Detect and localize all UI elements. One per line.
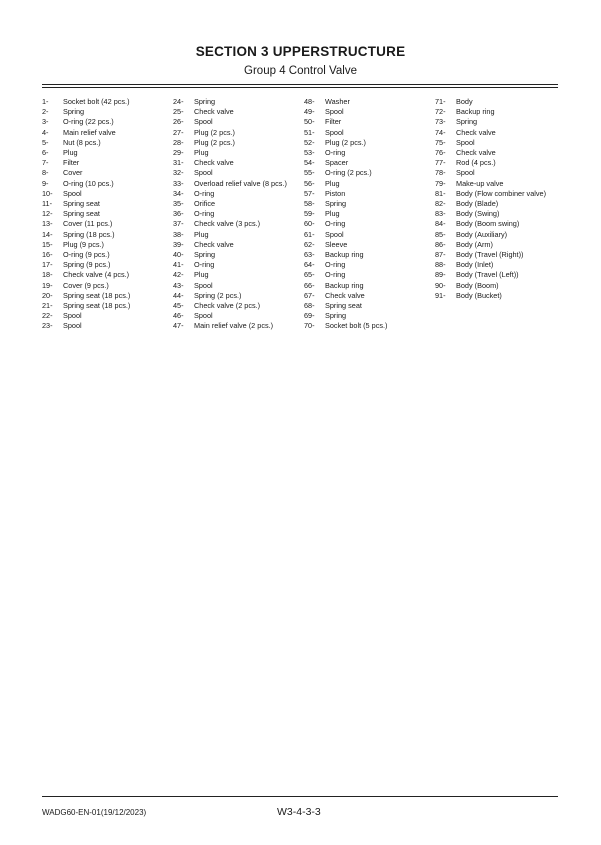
part-list-item — [435, 250, 546, 260]
part-number: 86- — [435, 239, 446, 249]
part-description: Spring (18 pcs.) — [63, 229, 115, 239]
part-description: Plug — [63, 148, 78, 158]
part-number: 21- — [42, 301, 53, 311]
part-list-item — [304, 311, 387, 321]
part-description: Sleeve — [325, 239, 348, 249]
part-list-item — [42, 301, 130, 311]
part-list-item — [304, 301, 387, 311]
part-description: Spool — [63, 311, 82, 321]
part-list-item — [304, 199, 387, 209]
part-number: 87- — [435, 250, 446, 260]
part-list-item — [42, 189, 130, 199]
part-description: Spool — [194, 117, 213, 127]
part-description: Check valve — [194, 239, 234, 249]
part-number: 66- — [304, 280, 315, 290]
part-list-item — [42, 168, 130, 178]
part-number: 34- — [173, 188, 184, 198]
part-number: 46- — [173, 311, 184, 321]
header-rule-upper — [42, 84, 558, 85]
part-description: Spool — [194, 280, 213, 290]
part-list-item — [173, 158, 287, 168]
part-list-item — [42, 260, 130, 270]
document-code: WADG60-EN-01(19/12/2023) — [42, 808, 147, 817]
part-description: Backup ring — [456, 107, 495, 117]
part-number: 28- — [173, 137, 184, 147]
part-list-item — [42, 291, 130, 301]
part-list-item — [304, 281, 387, 291]
part-description: O-ring — [194, 188, 215, 198]
part-description: Plug — [194, 148, 209, 158]
part-number: 17- — [42, 260, 53, 270]
part-number: 71- — [435, 97, 446, 106]
part-list-item — [173, 128, 287, 138]
part-description: Spring — [325, 311, 347, 321]
part-list-item — [173, 321, 287, 331]
part-description: Spring — [325, 199, 347, 209]
part-list-item — [42, 311, 130, 321]
part-list-item — [173, 260, 287, 270]
part-number: 84- — [435, 219, 446, 229]
part-number: 50- — [304, 117, 315, 127]
part-number: 4- — [42, 127, 49, 137]
part-list-item — [304, 148, 387, 158]
part-number: 29- — [173, 148, 184, 158]
part-number: 25- — [173, 107, 184, 117]
part-list-item — [304, 291, 387, 301]
part-description: O-ring — [325, 219, 346, 229]
part-list-item — [173, 311, 287, 321]
part-number: 42- — [173, 270, 184, 280]
part-description: Body (Bucket) — [456, 290, 502, 300]
part-list-item — [435, 219, 546, 229]
part-description: Spring — [456, 117, 478, 127]
part-list-item — [173, 219, 287, 229]
part-number: 53- — [304, 148, 315, 158]
part-list-item — [304, 158, 387, 168]
part-description: O-ring — [325, 148, 346, 158]
part-number: 56- — [304, 178, 315, 188]
part-list-item — [435, 158, 546, 168]
part-number: 20- — [42, 290, 53, 300]
part-description: Spring (2 pcs.) — [194, 290, 242, 300]
parts-column-2 — [173, 97, 287, 332]
part-description: Spring (9 pcs.) — [63, 260, 111, 270]
part-list-item — [42, 179, 130, 189]
part-description: O-ring (22 pcs.) — [63, 117, 114, 127]
part-list-item — [173, 301, 287, 311]
part-description: O-ring — [325, 270, 346, 280]
part-number: 41- — [173, 260, 184, 270]
part-list-item — [173, 97, 287, 107]
part-number: 75- — [435, 137, 446, 147]
part-description: Washer — [325, 97, 350, 106]
part-number: 57- — [304, 188, 315, 198]
part-description: Body (Auxiliary) — [456, 229, 508, 239]
part-description: Plug — [194, 270, 209, 280]
part-list-item — [173, 281, 287, 291]
part-list-item — [304, 107, 387, 117]
part-description: Spring seat — [325, 301, 362, 311]
part-description: Body (Travel (Left)) — [456, 270, 519, 280]
part-description: Spool — [325, 127, 344, 137]
part-description: Spool — [63, 321, 82, 331]
page-number: W3-4-3-3 — [277, 806, 321, 818]
part-description: Make-up valve — [456, 178, 504, 188]
parts-column-4 — [435, 97, 546, 301]
part-description: O-ring — [325, 260, 346, 270]
part-number: 91- — [435, 290, 446, 300]
part-description: Check valve — [456, 148, 496, 158]
part-number: 68- — [304, 301, 315, 311]
part-number: 2- — [42, 107, 49, 117]
part-list-item — [435, 291, 546, 301]
part-list-item — [435, 199, 546, 209]
part-description: Piston — [325, 188, 346, 198]
part-list-item — [435, 209, 546, 219]
part-description: Body (Blade) — [456, 199, 499, 209]
part-list-item — [304, 209, 387, 219]
part-number: 59- — [304, 209, 315, 219]
part-number: 77- — [435, 158, 446, 168]
part-number: 45- — [173, 301, 184, 311]
part-list-item — [435, 117, 546, 127]
part-number: 16- — [42, 250, 53, 260]
part-description: Plug (2 pcs.) — [325, 137, 366, 147]
part-list-item — [42, 128, 130, 138]
part-list-item — [435, 189, 546, 199]
part-description: Main relief valve — [63, 127, 116, 137]
part-number: 19- — [42, 280, 53, 290]
part-number: 18- — [42, 270, 53, 280]
footer-rule — [42, 796, 558, 797]
part-number: 48- — [304, 97, 315, 106]
part-list-item — [435, 270, 546, 280]
part-number: 58- — [304, 199, 315, 209]
part-number: 70- — [304, 321, 315, 331]
part-description: Check valve (2 pcs.) — [194, 301, 261, 311]
part-description: Cover (11 pcs.) — [63, 219, 113, 229]
part-number: 62- — [304, 239, 315, 249]
part-number: 3- — [42, 117, 49, 127]
part-list-item — [42, 148, 130, 158]
part-list-item — [304, 321, 387, 331]
part-number: 82- — [435, 199, 446, 209]
part-description: Check valve — [325, 290, 365, 300]
part-list-item — [173, 138, 287, 148]
part-list-item — [304, 97, 387, 107]
part-list-item — [42, 240, 130, 250]
part-description: Check valve — [194, 107, 234, 117]
part-number: 89- — [435, 270, 446, 280]
part-list-item — [304, 168, 387, 178]
part-number: 55- — [304, 168, 315, 178]
part-number: 52- — [304, 137, 315, 147]
part-list-item — [42, 138, 130, 148]
part-number: 11- — [42, 199, 53, 209]
part-description: O-ring — [194, 260, 215, 270]
part-list-item — [173, 168, 287, 178]
part-list-item — [173, 270, 287, 280]
part-description: Spring seat — [63, 199, 100, 209]
part-number: 47- — [173, 321, 184, 331]
part-number: 79- — [435, 178, 446, 188]
part-list-item — [435, 107, 546, 117]
part-list-item — [435, 281, 546, 291]
part-description: Check valve (3 pcs.) — [194, 219, 261, 229]
part-list-item — [435, 179, 546, 189]
part-number: 24- — [173, 97, 184, 106]
part-list-item — [173, 148, 287, 158]
part-list-item — [42, 250, 130, 260]
part-description: Backup ring — [325, 250, 364, 260]
part-number: 5- — [42, 137, 49, 147]
part-list-item — [173, 230, 287, 240]
part-list-item — [42, 321, 130, 331]
part-number: 9- — [42, 178, 49, 188]
part-number: 31- — [173, 158, 184, 168]
part-list-item — [304, 219, 387, 229]
part-list-item — [304, 138, 387, 148]
part-description: Cover (9 pcs.) — [63, 280, 109, 290]
part-number: 35- — [173, 199, 184, 209]
part-description: Spacer — [325, 158, 349, 168]
part-description: O-ring — [194, 209, 215, 219]
part-description: Spool — [456, 168, 475, 178]
part-list-item — [42, 230, 130, 240]
parts-column-1 — [42, 97, 130, 332]
part-description: Backup ring — [325, 280, 364, 290]
part-list-item — [304, 179, 387, 189]
part-description: Plug (2 pcs.) — [194, 137, 235, 147]
part-number: 81- — [435, 188, 446, 198]
part-number: 61- — [304, 229, 315, 239]
part-number: 37- — [173, 219, 184, 229]
part-description: Spring seat (18 pcs.) — [63, 290, 131, 300]
part-number: 72- — [435, 107, 446, 117]
part-description: Plug (2 pcs.) — [194, 127, 235, 137]
part-number: 33- — [173, 178, 184, 188]
part-description: Spring — [63, 107, 85, 117]
part-description: Body (Flow combiner valve) — [456, 188, 547, 198]
part-list-item — [435, 168, 546, 178]
part-list-item — [435, 260, 546, 270]
part-number: 44- — [173, 290, 184, 300]
part-description: O-ring (2 pcs.) — [325, 168, 372, 178]
part-description: Spool — [194, 311, 213, 321]
part-description: Socket bolt (42 pcs.) — [63, 97, 130, 106]
part-list-item — [173, 199, 287, 209]
part-number: 60- — [304, 219, 315, 229]
part-number: 23- — [42, 321, 53, 331]
part-number: 51- — [304, 127, 315, 137]
part-number: 63- — [304, 250, 315, 260]
part-list-item — [42, 199, 130, 209]
part-list-item — [173, 291, 287, 301]
part-list-item — [173, 209, 287, 219]
part-list-item — [42, 281, 130, 291]
part-description: Spool — [325, 107, 344, 117]
part-description: Body (Inlet) — [456, 260, 494, 270]
part-number: 26- — [173, 117, 184, 127]
part-number: 65- — [304, 270, 315, 280]
part-description: Check valve (4 pcs.) — [63, 270, 130, 280]
part-list-item — [42, 97, 130, 107]
part-description: Main relief valve (2 pcs.) — [194, 321, 274, 331]
part-description: O-ring (9 pcs.) — [63, 250, 110, 260]
part-description: Filter — [63, 158, 80, 168]
part-list-item — [42, 219, 130, 229]
part-list-item — [435, 148, 546, 158]
part-list-item — [42, 209, 130, 219]
group-title: Group 4 Control Valve — [244, 65, 357, 77]
part-number: 74- — [435, 127, 446, 137]
part-number: 8- — [42, 168, 49, 178]
part-number: 90- — [435, 280, 446, 290]
part-description: Spring — [194, 97, 216, 106]
part-number: 38- — [173, 229, 184, 239]
part-list-item — [173, 189, 287, 199]
part-list-item — [42, 117, 130, 127]
part-list-item — [304, 189, 387, 199]
part-list-item — [304, 240, 387, 250]
part-description: Check valve — [194, 158, 234, 168]
part-number: 69- — [304, 311, 315, 321]
part-description: Spring — [194, 250, 216, 260]
part-list-item — [304, 250, 387, 260]
part-description: Rod (4 pcs.) — [456, 158, 496, 168]
part-number: 67- — [304, 290, 315, 300]
part-number: 10- — [42, 188, 53, 198]
part-list-item — [42, 270, 130, 280]
part-list-item — [304, 128, 387, 138]
part-number: 13- — [42, 219, 53, 229]
part-number: 73- — [435, 117, 446, 127]
part-number: 14- — [42, 229, 53, 239]
part-number: 1- — [42, 97, 49, 106]
part-list-item — [173, 117, 287, 127]
part-number: 54- — [304, 158, 315, 168]
part-list-item — [435, 240, 546, 250]
part-description: Filter — [325, 117, 342, 127]
part-number: 7- — [42, 158, 49, 168]
part-description: Plug — [325, 209, 340, 219]
part-description: Spring seat — [63, 209, 100, 219]
part-list-item — [304, 260, 387, 270]
section-title: SECTION 3 UPPERSTRUCTURE — [195, 44, 406, 59]
part-list-item — [42, 107, 130, 117]
part-description: Spool — [194, 168, 213, 178]
part-description: Body (Swing) — [456, 209, 500, 219]
part-number: 39- — [173, 239, 184, 249]
part-list-item — [42, 158, 130, 168]
part-number: 43- — [173, 280, 184, 290]
part-description: Orifice — [194, 199, 216, 209]
page-header — [0, 44, 601, 78]
part-description: Spool — [325, 229, 344, 239]
part-number: 27- — [173, 127, 184, 137]
part-description: Plug (9 pcs.) — [63, 239, 104, 249]
part-list-item — [304, 270, 387, 280]
part-description: Cover — [63, 168, 83, 178]
part-description: Body (Travel (Right)) — [456, 250, 524, 260]
part-description: Nut (8 pcs.) — [63, 137, 101, 147]
part-number: 6- — [42, 148, 49, 158]
part-description: Body (Boom) — [456, 280, 499, 290]
part-description: Spring seat (18 pcs.) — [63, 301, 131, 311]
part-description: Body (Arm) — [456, 239, 493, 249]
part-number: 36- — [173, 209, 184, 219]
part-description: O-ring (10 pcs.) — [63, 178, 114, 188]
part-description: Check valve — [456, 127, 496, 137]
part-description: Body (Boom swing) — [456, 219, 520, 229]
part-list-item — [435, 97, 546, 107]
part-number: 32- — [173, 168, 184, 178]
part-number: 88- — [435, 260, 446, 270]
part-description: Plug — [325, 178, 340, 188]
part-description: Overload relief valve (8 pcs.) — [194, 178, 287, 188]
part-number: 85- — [435, 229, 446, 239]
part-list-item — [435, 230, 546, 240]
part-list-item — [173, 179, 287, 189]
part-list-item — [304, 117, 387, 127]
part-number: 49- — [304, 107, 315, 117]
part-description: Spool — [63, 188, 82, 198]
part-description: Socket bolt (5 pcs.) — [325, 321, 388, 331]
part-list-item — [173, 250, 287, 260]
part-number: 12- — [42, 209, 53, 219]
header-rule-lower — [42, 87, 558, 88]
part-description: Spool — [456, 137, 475, 147]
part-number: 64- — [304, 260, 315, 270]
part-description: Body — [456, 97, 473, 106]
part-number: 78- — [435, 168, 446, 178]
part-list-item — [435, 138, 546, 148]
part-number: 22- — [42, 311, 53, 321]
part-list-item — [173, 240, 287, 250]
part-number: 76- — [435, 148, 446, 158]
part-description: Plug — [194, 229, 209, 239]
part-list-item — [173, 107, 287, 117]
parts-column-3 — [304, 97, 387, 332]
part-number: 83- — [435, 209, 446, 219]
part-list-item — [435, 128, 546, 138]
part-list-item — [304, 230, 387, 240]
part-number: 15- — [42, 239, 53, 249]
part-number: 40- — [173, 250, 184, 260]
